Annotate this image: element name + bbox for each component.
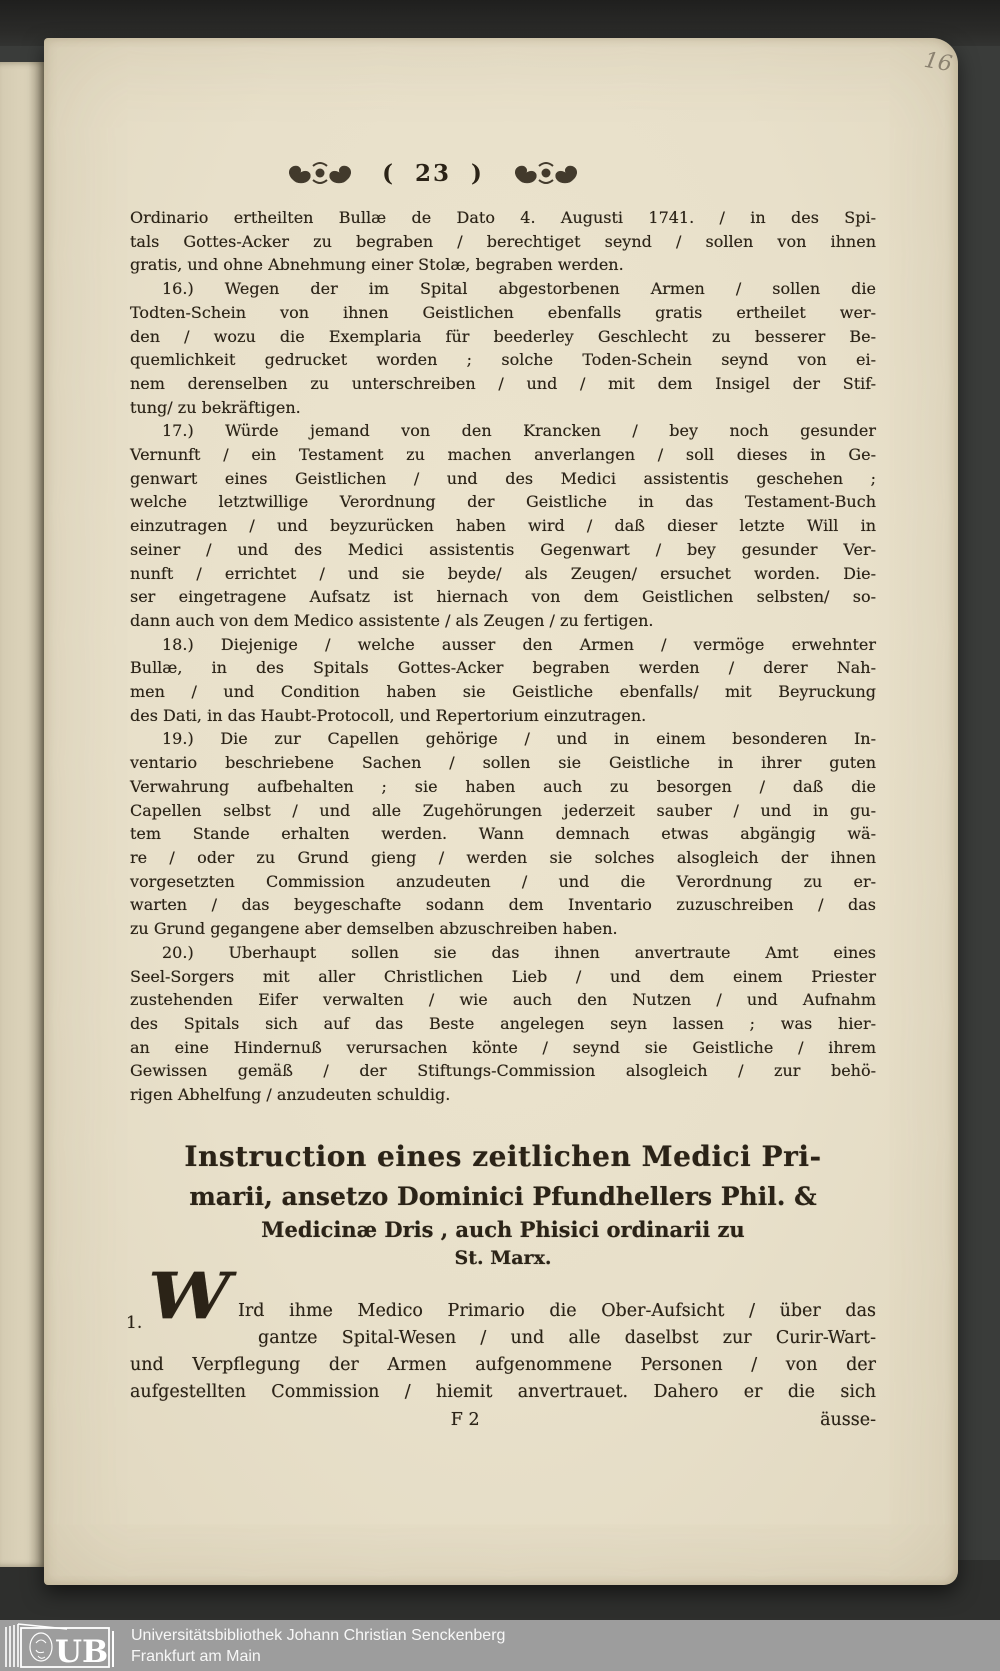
catchword: äusse-	[820, 1410, 876, 1430]
first-instruction-item	[126, 1259, 876, 1433]
text-line: 17.) Würde jemand von den Krancken / bey noch gesunder	[162, 421, 876, 441]
text-line: aufgestellten Commission / hiemit anvertrauet. Dahero er die sich	[130, 1382, 876, 1402]
text-line: seiner / und des Medici assistentis Gegenwart / bey gesunder Ver-	[130, 539, 876, 559]
text-line: Vernunft / ein Testament zu machen anverlangen / soll dieses in Ge-	[130, 445, 876, 465]
ub-logo-text: UB	[55, 1633, 109, 1669]
text-line: nem derenselben zu unterschreiben / und / mit dem Insigel der Stif-	[130, 373, 876, 393]
text-line: an eine Hindernuß verursachen könte / seynd sie Geistliche / ihrem	[130, 1037, 876, 1057]
signature-mark: F 2	[450, 1410, 480, 1430]
text-line: vorgesetzten Commission anzudeuten / und die Verordnung zu er-	[130, 871, 876, 891]
page-number: ( 23 )	[382, 159, 484, 187]
text-line: tem Stande erhalten werden. Wann demnach etwas abgängig wä-	[130, 824, 876, 844]
text-line: tung/ zu bekräftigen.	[130, 397, 301, 417]
text-line: zu Grund gegangene aber demselben abzuschreiben haben.	[130, 919, 618, 939]
text-line: Ird ihme Medico Primario die Ober-Aufsicht / über das	[238, 1301, 876, 1321]
item-number: 1.	[126, 1313, 143, 1333]
text-line: Gewissen gemäß / der Stiftungs-Commission alsogleich / zur behö-	[130, 1061, 876, 1081]
signature-row	[130, 1407, 876, 1433]
text-line: 18.) Diejenige / welche ausser den Armen / vermöge erwehnter	[162, 634, 876, 654]
body-text-block	[130, 206, 876, 1107]
text-line: des Dati, in das Haubt-Protocoll, und Repertorium einzutragen.	[130, 705, 647, 725]
text-line: warten / das beygeschafte sodann dem Inventario zuzuschreiben / das	[130, 895, 876, 915]
item-text-lines	[130, 1298, 876, 1406]
text-line: Seel-Sorgers mit aller Christlichen Lieb / und dem einem Priester	[130, 966, 876, 986]
text-line: einzutragen / und beyzurücken haben wird / daß dieser letzte Will in	[130, 516, 876, 536]
text-line: 20.) Uberhaupt sollen sie das ihnen anvertraute Amt eines	[162, 942, 876, 962]
text-line: Verwahrung aufbehalten ; sie haben auch zu besorgen / daß die	[130, 776, 876, 796]
text-line: tals Gottes-Acker zu begraben / berechtiget seynd / sollen von ihnen	[130, 231, 876, 251]
text-line: 19.) Die zur Capellen gehörige / und in einem besonderen In-	[162, 729, 876, 749]
book-page	[44, 38, 958, 1585]
text-line: ventario beschriebene Sachen / sollen sie Geistliche in ihrer guten	[130, 753, 876, 773]
text-line: dann auch von dem Medico assistente / als Zeugen / zu fertigen.	[130, 610, 654, 630]
printers-ornament-icon	[510, 160, 582, 186]
text-line: nunft / errichtet / und sie beyde/ als Zeugen/ ersuchet worden. Die-	[130, 563, 876, 583]
section-heading	[130, 1136, 876, 1271]
text-line: men / und Condition haben sie Geistliche ebenfalls/ mit Beyruckung	[130, 682, 876, 702]
pencil-foliation-note: 16	[922, 47, 954, 78]
drop-cap-initial: W	[148, 1259, 231, 1334]
text-line: Ordinario ertheilten Bullæ de Dato 4. Augusti 1741. / in des Spi-	[130, 208, 876, 227]
text-line: re / oder zu Grund gieng / werden sie solches alsogleich der ihnen	[130, 847, 876, 867]
library-name-block	[131, 1625, 505, 1667]
text-line: 16.) Wegen der im Spital abgestorbenen Armen / sollen die	[162, 279, 876, 299]
text-line: gratis, und ohne Abnehmung einer Stolæ, begraben werden.	[130, 255, 624, 275]
text-line: des Spitals sich auf das Beste angelegen seyn lassen ; was hier-	[130, 1013, 876, 1033]
text-line: Bullæ, in des Spitals Gottes-Acker begraben werden / derer Nah-	[130, 658, 876, 678]
text-line: Capellen selbst / und alle Zugehörungen jederzeit sauber / und in gu-	[130, 800, 876, 820]
ub-library-logo	[3, 1623, 121, 1669]
underlying-page-edge	[0, 62, 47, 1567]
library-location: Frankfurt am Main	[131, 1647, 261, 1665]
library-footer	[0, 1620, 1000, 1671]
text-line: den / wozu die Exemplaria für beederley Geschlecht zu besserer Be-	[130, 326, 876, 346]
library-name: Universitätsbibliothek Johann Christian Senckenberg	[131, 1626, 506, 1644]
text-line: quemlichkeit gedrucket worden ; solche Toden-Schein seynd von ei-	[130, 350, 876, 370]
text-line: zustehenden Eifer verwalten / wie auch den Nutzen / und Aufnahm	[130, 990, 876, 1010]
page-header	[60, 156, 806, 190]
text-line: marii, ansetzo Dominici Pfundhellers Phil. &	[189, 1182, 817, 1211]
text-line: genwart eines Geistlichen / und des Medici assistentis geschehen ;	[130, 468, 876, 488]
text-line: Todten-Schein von ihnen Geistlichen ebenfalls gratis ertheilet wer-	[130, 302, 876, 322]
text-line: gantze Spital-Wesen / und alle daselbst zur Curir-Wart-	[258, 1328, 876, 1348]
text-line: St. Marx.	[454, 1247, 552, 1269]
text-line: welche letztwillige Verordnung der Geistliche in das Testament-Buch	[130, 492, 876, 512]
text-line: und Verpflegung der Armen aufgenommene Personen / von der	[130, 1355, 876, 1375]
printers-ornament-icon	[284, 160, 356, 186]
text-line: Medicinæ Dris , auch Phisici ordinarii zu	[261, 1217, 745, 1242]
text-line: ser eingetragene Aufsatz ist hiernach von dem Geistlichen selbsten/ so-	[130, 587, 876, 607]
text-line: rigen Abhelfung / anzudeuten schuldig.	[130, 1085, 451, 1105]
text-line: Instruction eines zeitlichen Medici Pri-	[184, 1140, 822, 1173]
